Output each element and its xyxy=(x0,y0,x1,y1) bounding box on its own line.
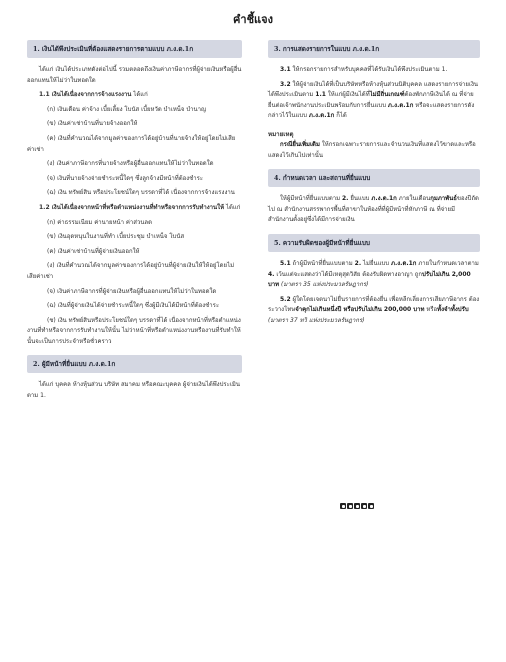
list-item: (ข) เงินค่าเช่าบ้านที่นายจ้างออกให้ xyxy=(47,120,138,128)
note-heading: หมายเหตุ xyxy=(268,130,294,138)
subsection-5-2 xyxy=(268,295,480,327)
agency-logo-icon xyxy=(368,503,374,509)
subsection-3-2-text: ต้องพักภาษีเงินได้ ณ ที่จ่าย ยื่นต่อเจ้าพนักงานประเมินพร้อมกับการยื่นแบบ xyxy=(268,91,474,109)
subsection-1-1-title: 1.1 เงินได้เนื่องจากการจ้างแรงงาน xyxy=(39,91,132,99)
reference-number: 2. xyxy=(354,259,362,267)
subsection-1-2-suffix: ได้แก่ xyxy=(224,203,241,211)
form-code: ภ.ง.ด.1ก xyxy=(371,195,397,203)
list-item: (ง) เงินค่าภาษีอากรที่นายจ้างหรือผู้อื่นออกแทนให้ไม่ว่าในทอดใด xyxy=(47,160,214,168)
subsection-1-1 xyxy=(27,90,242,101)
section-4-text-part: ภายในเดือน xyxy=(396,195,431,203)
subsection-3-2-text: หรือจะแสดงรายการดังกล่าวไว้ในแบบ xyxy=(268,101,475,120)
list-item: (ฉ) เงิน ทรัพย์สิน หรือประโยชน์ใดๆ บรรดาที่ได้ เนื่องจากการจ้างแรงงาน xyxy=(47,189,235,197)
legal-reference: (มาตรา 37 ทวิ แห่งประมวลรัษฎากร) xyxy=(268,316,365,324)
subsection-3-1-text: ให้กรอกรายการสำหรับบุคคลที่ได้รับเงินได้พึงประเมินตาม 1. xyxy=(290,66,448,73)
reference-number: 2. xyxy=(341,195,349,203)
form-code: ภ.ง.ด.1ก xyxy=(387,101,414,109)
footer-logos xyxy=(340,503,374,509)
subsection-5-2-text: หรือ xyxy=(424,306,438,314)
subsection-3-2-text: ให้แก่ผู้มีเงินได้ที่ xyxy=(325,91,370,99)
list-item: (ค) เงินค่าเช่าบ้านที่ผู้จ่ายเงินออกให้ xyxy=(47,247,140,255)
left-column xyxy=(27,40,242,406)
section-3-header: 3. การแสดงรายการในแบบ ภ.ง.ด.1ก xyxy=(268,40,480,58)
form-code: ภ.ง.ด.1ก xyxy=(391,259,417,267)
subsection-5-1-number: 5.1 xyxy=(280,259,291,267)
subsection-3-2-number: 3.2 xyxy=(280,80,291,88)
subsection-5-2-number: 5.2 xyxy=(280,295,291,303)
agency-logo-icon xyxy=(361,503,367,509)
note-emphasis: กรณียื่นเพิ่มเติม xyxy=(280,140,320,148)
note-body: ให้กรอกเฉพาะรายการและจำนวนเงินที่แสดงไว้ขาดและหรือแสดงไว้เกินไปเท่านั้น xyxy=(268,140,476,159)
legal-reference: (มาตรา 35 แห่งประมวลรัษฎากร) xyxy=(279,281,369,289)
subsection-3-1 xyxy=(268,65,480,76)
list-item: (ง) เงินที่คำนวณได้จากมูลค่าของการได้อยู่บ้านที่ผู้จ่ายเงินให้ให้อยู่โดยไม่เสียค่าเช่า xyxy=(27,262,235,280)
list-item: (ข) เงินอุดหนุนในงานที่ทำ เบี้ยประชุม บำเหน็จ โบนัส xyxy=(47,233,185,241)
form-code: ภ.ง.ด.1ก xyxy=(308,112,335,120)
subsection-1-2-title: 1.2 เงินได้เนื่องจากหน้าที่หรือตำแหน่งงานที่ทำหรือจากการรับทำงานให้ xyxy=(39,203,225,211)
reference-number: 1.1 xyxy=(315,91,326,99)
list-item: (ช) เงิน ทรัพย์สินหรือประโยชน์ใดๆ บรรดาที่ได้ เนื่องจากหน้าที่หรือตำแหน่งงานที่ทำหรือจากการรับทำงานให้นั้น ไม่ว่าหน้าที่หรือตำแหน่งงานหรืองานที่รับทำให้นั้นจะเป็นการประจำหรือชั่วคราว xyxy=(27,316,241,345)
section-2-text: ได้แก่ บุคคล ห้างหุ้นส่วน บริษัท สมาคม หรือคณะบุคคล ผู้จ่ายเงินได้พึงประเมินตาม 1. xyxy=(27,381,240,400)
section-4-text-part: ให้ผู้มีหน้าที่ยื่นแบบตาม xyxy=(280,195,342,203)
list-item: (ก) ค่าธรรมเนียม ค่านายหน้า ค่าส่วนลด xyxy=(47,218,152,226)
agency-logo-icon xyxy=(340,503,346,509)
subsection-3-2-text: ก็ได้ xyxy=(334,112,347,120)
emphasis-text: ไม่มีถิ่นเกณฑ์ xyxy=(369,91,405,99)
section-4-header: 4. กำหนดเวลา และสถานที่ยื่นแบบ xyxy=(268,169,480,187)
subsection-3-1-number: 3.1 xyxy=(280,66,291,73)
subsection-1-1-suffix: ได้แก่ xyxy=(131,91,148,99)
subsection-3-2-text: ให้ผู้จ่ายเงินได้ที่เป็นบริษัทหรือห้างหุ้นส่วนนิติบุคคล แสดงรายการจ่ายเงินได้พึงประเมินตาม xyxy=(268,80,479,99)
subsection-3-2 xyxy=(268,80,480,122)
subsection-5-1-text: ไม่ยื่นแบบ xyxy=(361,259,391,267)
list-item: (จ) เงินค่าภาษีอากรที่ผู้จ่ายเงินหรือผู้อื่นออกแทนให้ไม่ว่าในทอดใด xyxy=(47,287,217,295)
agency-logo-icon xyxy=(354,503,360,509)
section-5-header: 5. ความรับผิดของผู้มีหน้าที่ยื่นแบบ xyxy=(268,234,480,252)
subsection-5-1 xyxy=(268,259,480,291)
section-4-text xyxy=(268,194,480,226)
subsection-5-1-text: เว้นแต่จะแสดงว่าได้มีเหตุสุดวิสัย ต้องรับผิดทางอาญา ถูก xyxy=(274,270,423,278)
subsection-5-1-text: ภายในกำหนดเวลาตาม xyxy=(416,259,479,267)
list-item: (ค) เงินที่คำนวณได้จากมูลค่าของการได้อยู่บ้านที่นายจ้างให้อยู่โดยไม่เสียค่าเช่า xyxy=(27,134,236,153)
deadline-month: กุมภาพันธ์ xyxy=(430,195,457,203)
right-column xyxy=(268,40,480,331)
section-4-text-part: ยื่นแบบ xyxy=(348,195,372,203)
penalty-amount: ปรับไม่เกิน 2,000 บาท xyxy=(268,270,471,289)
penalty-amount: จำคุกไม่เกินหนึ่งปี หรือปรับไม่เกิน 200,000 บาท xyxy=(295,306,425,314)
subsection-5-2-text: ผู้ใดโดยเจตนาไม่ยื่นรายการที่ต้องยื่น เพื่อหลีกเลี่ยงการเสียภาษีอากร ต้องระวางโทษ xyxy=(268,295,480,314)
note-text xyxy=(268,140,480,161)
section-1-intro: ได้แก่ เงินได้ประเภทดังต่อไปนี้ รวมตลอดถึงเงินค่าภาษีอากรที่ผู้จ่ายเงินหรือผู้อื่นออกแทนให้ไม่ว่าในทอดใด xyxy=(27,66,242,84)
reference-number: 4. xyxy=(268,270,275,278)
subsection-1-2 xyxy=(27,203,242,214)
list-item: (ฉ) เงินที่ผู้จ่ายเงินได้จ่ายชำระหนี้ใดๆ ซึ่งผู้มีเงินได้มีหน้าที่ต้องชำระ xyxy=(47,302,220,310)
penalty-amount: ทั้งจำทั้งปรับ xyxy=(437,306,469,314)
subsection-5-1-text: ถ้าผู้มีหน้าที่ยื่นแบบตาม xyxy=(290,259,355,267)
section-2-header: 2. ผู้มีหน้าที่ยื่นแบบ ภ.ง.ด.1ก xyxy=(27,355,242,373)
page-title: คำชี้แจง xyxy=(233,13,273,26)
agency-logo-icon xyxy=(347,503,353,509)
list-item: (จ) เงินที่นายจ้างจ่ายชำระหนี้ใดๆ ซึ่งลูกจ้างมีหน้าที่ต้องชำระ xyxy=(47,174,204,182)
list-item: (ก) เงินเดือน ค่าจ้าง เบี้ยเลี้ยง โบนัส เบี้ยหวัด บำเหน็จ บำนาญ xyxy=(47,105,207,113)
section-1-header: 1. เงินได้พึงประเมินที่ต้องแสดงรายการตามแบบ ภ.ง.ด.1ก xyxy=(27,40,242,58)
section-4-text-part: ของปีถัดไป ณ สำนักงานสรรพากรพื้นที่สาขาในท้องที่ที่ผู้มีหน้าที่หักภาษี ณ ที่จ่ายมีสำนักงานตั้งอยู่ซึ่งได้มีการจ่ายเงิน xyxy=(268,195,479,224)
